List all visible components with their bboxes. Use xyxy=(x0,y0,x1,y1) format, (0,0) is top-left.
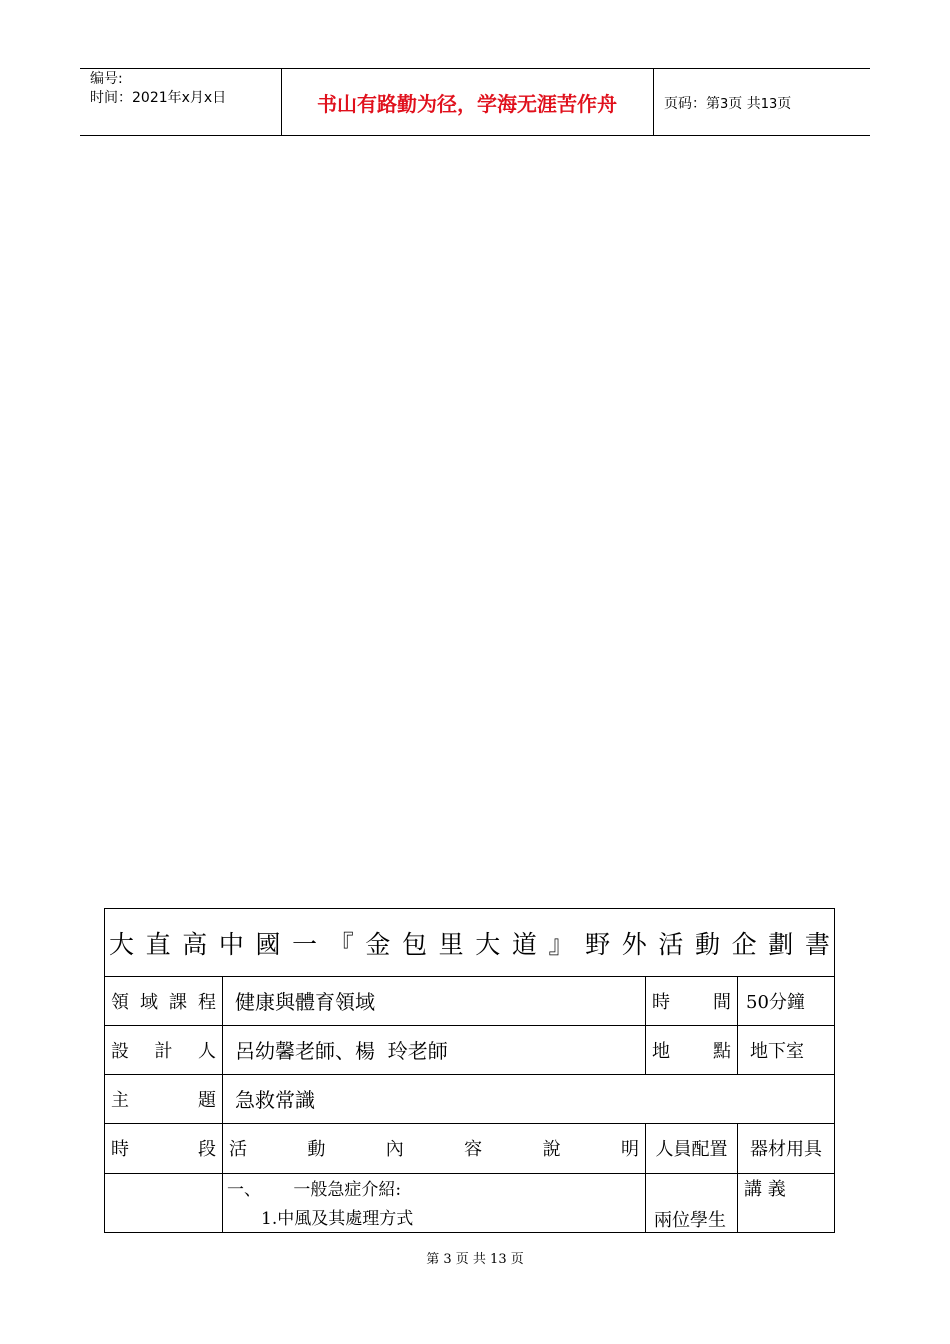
header-top-rule xyxy=(80,68,870,69)
equipment-header-cell xyxy=(737,1123,834,1173)
title-char: 外 xyxy=(621,929,647,959)
label-char: 計 xyxy=(154,1040,173,1062)
period-header-cell xyxy=(105,1123,222,1173)
activity-plan-table xyxy=(104,908,835,1233)
time-label xyxy=(646,976,737,1025)
title-char: 『 xyxy=(328,929,354,959)
time-value-cell xyxy=(737,976,834,1025)
staff-header-cell xyxy=(645,1123,737,1173)
title-char: 動 xyxy=(695,929,721,959)
topic-label-cell xyxy=(105,1074,222,1123)
label-char: 時 xyxy=(652,991,670,1013)
course-label xyxy=(105,976,222,1025)
header-meta xyxy=(90,70,226,108)
header-page-current: 3 xyxy=(720,97,729,112)
table-row-designer xyxy=(105,1025,834,1075)
equipment-cell xyxy=(737,1173,834,1232)
label-char: 明 xyxy=(620,1139,639,1160)
designer-value-cell xyxy=(222,1025,645,1074)
topic-value: 急救常識 xyxy=(235,1088,315,1112)
topic-value-cell xyxy=(222,1074,834,1123)
table-title xyxy=(105,909,834,976)
label-char: 點 xyxy=(713,1040,731,1062)
content-line-2: 1.中風及其處理方式 xyxy=(261,1209,414,1229)
label-char: 領 xyxy=(111,991,129,1013)
time-label-cell xyxy=(645,976,737,1025)
label-char: 間 xyxy=(713,991,731,1013)
time-value: 50分鐘 xyxy=(746,991,805,1013)
title-char: 企 xyxy=(731,929,757,959)
title-char: 國 xyxy=(255,929,281,959)
table-content-row xyxy=(105,1173,834,1232)
title-char: 活 xyxy=(658,929,684,959)
title-char: 大 xyxy=(109,929,135,959)
label-char: 說 xyxy=(542,1139,561,1160)
staff-cell xyxy=(645,1173,737,1232)
designer-label-cell xyxy=(105,1025,222,1074)
header-page-mid: 页 共 xyxy=(728,96,761,112)
content-line-1: 一、 一般急症介紹: xyxy=(227,1180,402,1200)
content-header-cell xyxy=(222,1123,645,1173)
header-divider-right xyxy=(653,68,654,136)
title-char: 包 xyxy=(402,929,428,959)
equipment-header: 器材用具 xyxy=(750,1139,822,1160)
header-page-info xyxy=(664,93,791,113)
label-char: 動 xyxy=(307,1139,326,1160)
label-char: 設 xyxy=(111,1040,129,1062)
title-char: 劃 xyxy=(768,929,794,959)
header-number-label: 编号: xyxy=(90,71,123,87)
designer-value: 呂幼馨老師、楊 玲老師 xyxy=(235,1039,448,1063)
course-value-cell xyxy=(222,976,645,1025)
title-char: 』 xyxy=(548,929,574,959)
label-char: 時 xyxy=(111,1139,129,1160)
label-char: 程 xyxy=(198,991,216,1013)
content-cell xyxy=(222,1173,645,1232)
label-char: 活 xyxy=(229,1139,247,1160)
place-value: 地下室 xyxy=(750,1040,804,1062)
label-char: 段 xyxy=(198,1139,216,1160)
period-header xyxy=(105,1123,222,1173)
header-bottom-rule xyxy=(80,135,870,136)
label-char: 題 xyxy=(198,1089,216,1111)
label-char: 內 xyxy=(385,1139,404,1160)
place-label xyxy=(646,1025,737,1074)
table-title-row xyxy=(105,909,834,977)
title-char: 直 xyxy=(145,929,171,959)
title-char: 高 xyxy=(182,929,208,959)
header-page-total: 13 xyxy=(760,97,778,112)
title-char: 金 xyxy=(365,929,391,959)
title-char: 中 xyxy=(218,929,244,959)
table-row-course xyxy=(105,976,834,1026)
title-char: 野 xyxy=(585,929,611,959)
place-label-cell xyxy=(645,1025,737,1074)
course-value: 健康與體育領域 xyxy=(235,990,375,1014)
header-motto: 书山有路勤为径，学海无涯苦作舟 xyxy=(317,92,617,116)
designer-label xyxy=(105,1025,222,1074)
label-char: 人 xyxy=(198,1040,216,1062)
header-page-prefix: 页码：第 xyxy=(664,96,720,112)
equipment-value: 講 義 xyxy=(744,1179,786,1200)
title-char: 大 xyxy=(475,929,501,959)
staff-header: 人員配置 xyxy=(655,1139,728,1160)
title-char: 道 xyxy=(511,929,537,959)
page-footer: 第 3 页 共 13 页 xyxy=(426,1252,524,1267)
title-char: 一 xyxy=(292,929,318,959)
table-header-row xyxy=(105,1123,834,1174)
label-char: 地 xyxy=(652,1040,670,1062)
header-time-label: 时间：2021年x月x日 xyxy=(90,90,227,106)
label-char: 容 xyxy=(464,1139,483,1160)
staff-value: 兩位學生 xyxy=(654,1210,726,1231)
course-label-cell xyxy=(105,976,222,1025)
title-char: 里 xyxy=(438,929,464,959)
table-row-topic xyxy=(105,1074,834,1124)
topic-label xyxy=(105,1074,222,1123)
header-page-suffix: 页 xyxy=(777,96,792,112)
label-char: 課 xyxy=(169,991,187,1013)
label-char: 主 xyxy=(111,1089,129,1111)
period-cell xyxy=(105,1173,222,1232)
content-header xyxy=(223,1123,645,1173)
label-char: 域 xyxy=(140,991,158,1013)
place-value-cell xyxy=(737,1025,834,1074)
title-char: 書 xyxy=(804,929,830,959)
